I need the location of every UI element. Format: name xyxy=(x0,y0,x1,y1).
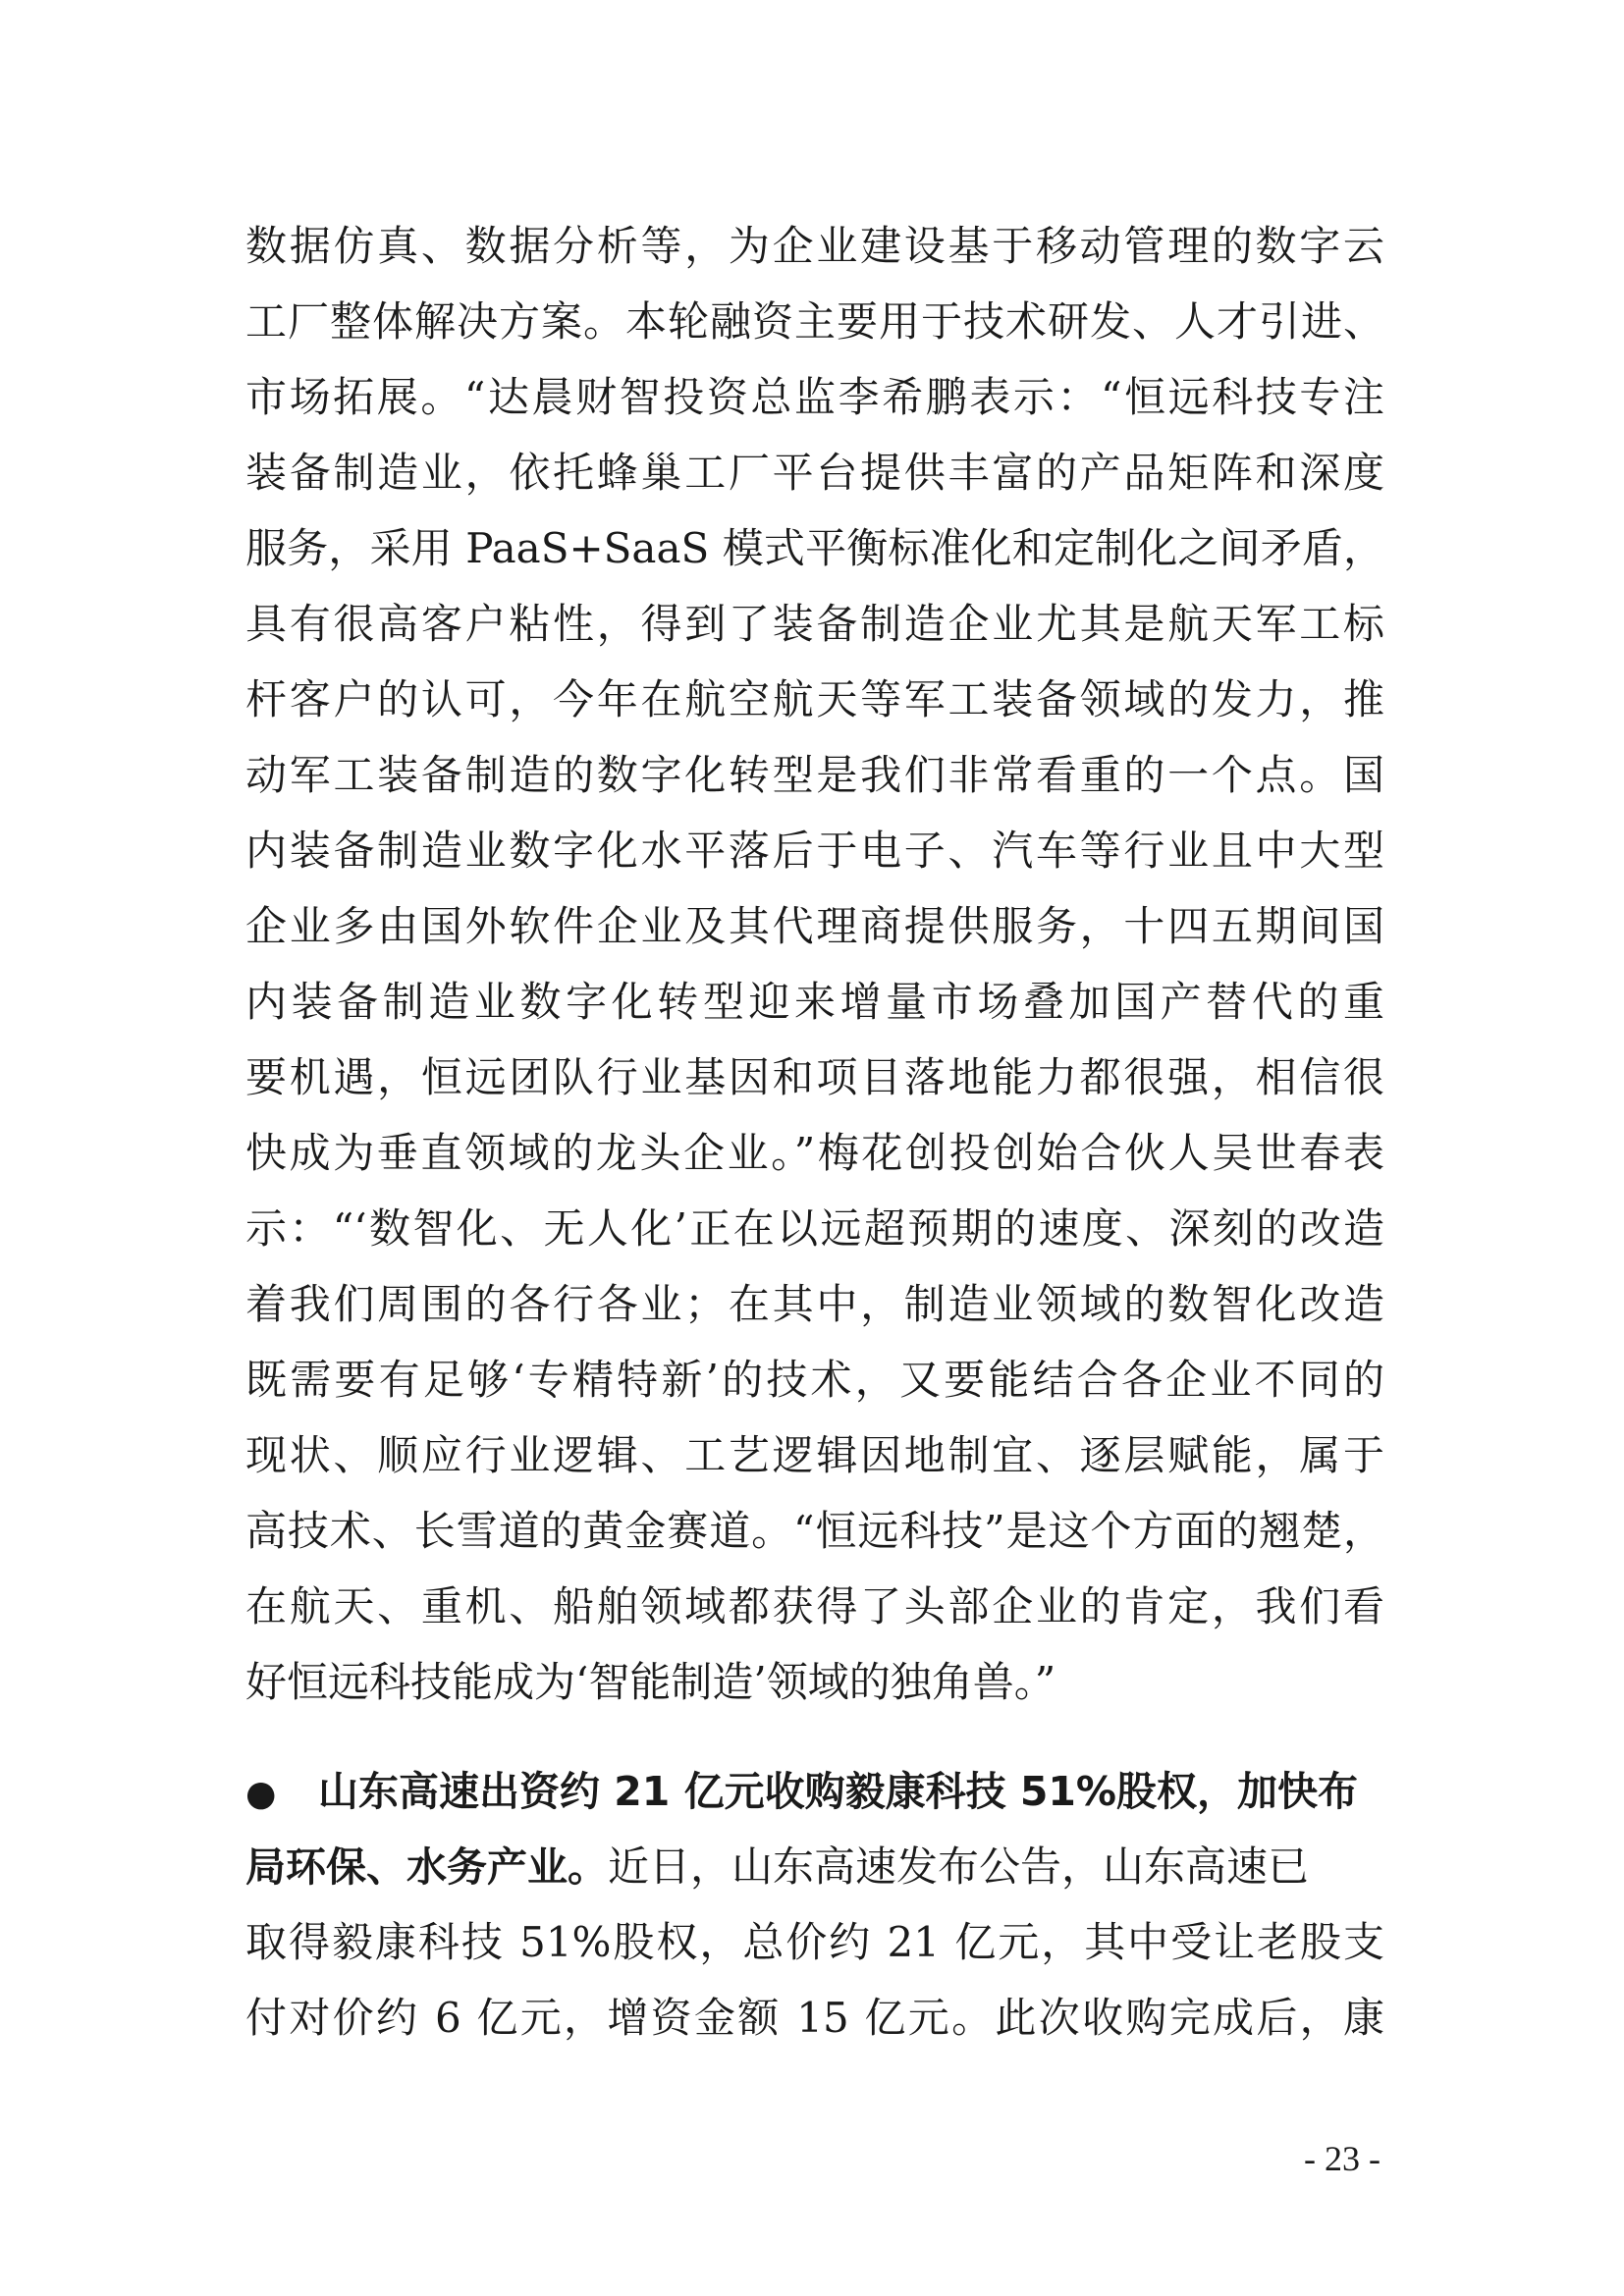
bullet-icon: ● xyxy=(245,1774,277,1814)
text-line: 要机遇，恒远团队行业基因和项目落地能力都很强，相信很 xyxy=(245,1053,1384,1101)
text-line: 取得毅康科技 51%股权，总价约 21 亿元，其中受让老股支 xyxy=(245,1918,1384,1966)
text-line: 装备制造业，依托蜂巢工厂平台提供丰富的产品矩阵和深度 xyxy=(245,449,1384,497)
news-headline-line xyxy=(245,1829,1384,1904)
text-line: 市场拓展。“达晨财智投资总监李希鹏表示：“恒远科技专注 xyxy=(245,373,1384,421)
text-line: 内装备制造业数字化转型迎来增量市场叠加国产替代的重 xyxy=(245,978,1384,1026)
news-item-shandong-hi-speed xyxy=(245,1753,1384,2056)
text-line: 内装备制造业数字化水平落后于电子、汽车等行业且中大型 xyxy=(245,827,1384,875)
news-headline-text: 局环保、水务产业。 xyxy=(245,1843,608,1891)
text-line: 企业多由国外软件企业及其代理商提供服务，十四五期间国 xyxy=(245,902,1384,950)
text-line: 现状、顺应行业逻辑、工艺逻辑因地制宜、逐层赋能，属于 xyxy=(245,1431,1384,1479)
text-line: 着我们周围的各行各业；在其中，制造业领域的数智化改造 xyxy=(245,1280,1384,1328)
news-body-text: 近日，山东高速发布公告，山东高速已 xyxy=(608,1842,1310,1891)
text-line: 工厂整体解决方案。本轮融资主要用于技术研发、人才引进、 xyxy=(245,297,1384,346)
text-line: 快成为垂直领域的龙头企业。”梅花创投创始合伙人吴世春表 xyxy=(245,1129,1384,1177)
page-number: - 23 - xyxy=(1304,2139,1380,2178)
text-line: 数据仿真、数据分析等，为企业建设基于移动管理的数字云 xyxy=(245,222,1384,270)
text-line: 在航天、重机、船舶领域都获得了头部企业的肯定，我们看 xyxy=(245,1582,1384,1630)
news-headline-line xyxy=(245,1753,1384,1829)
paragraph-investor-quotes xyxy=(245,208,1384,1720)
text-line: 服务，采用 PaaS+SaaS 模式平衡标准化和定制化之间矛盾， xyxy=(245,524,1384,572)
news-headline-text: 山东高速出资约 21 亿元收购毅康科技 51%股权，加快布 xyxy=(318,1768,1359,1815)
text-line: 示：“‘数智化、无人化’正在以远超预期的速度、深刻的改造 xyxy=(245,1204,1384,1253)
text-line: 既需要有足够‘专精特新’的技术，又要能结合各企业不同的 xyxy=(245,1356,1384,1404)
text-line: 好恒远科技能成为‘智能制造’领域的独角兽。” xyxy=(245,1658,1056,1706)
text-line: 付对价约 6 亿元，增资金额 15 亿元。此次收购完成后，康 xyxy=(245,1994,1384,2042)
text-line: 具有很高客户粘性，得到了装备制造企业尤其是航天军工标 xyxy=(245,600,1384,648)
text-line: 动军工装备制造的数字化转型是我们非常看重的一个点。国 xyxy=(245,751,1384,799)
text-line: 高技术、长雪道的黄金赛道。“恒远科技”是这个方面的翘楚， xyxy=(245,1507,1384,1555)
text-line: 杆客户的认可，今年在航空航天等军工装备领域的发力，推 xyxy=(245,675,1384,723)
